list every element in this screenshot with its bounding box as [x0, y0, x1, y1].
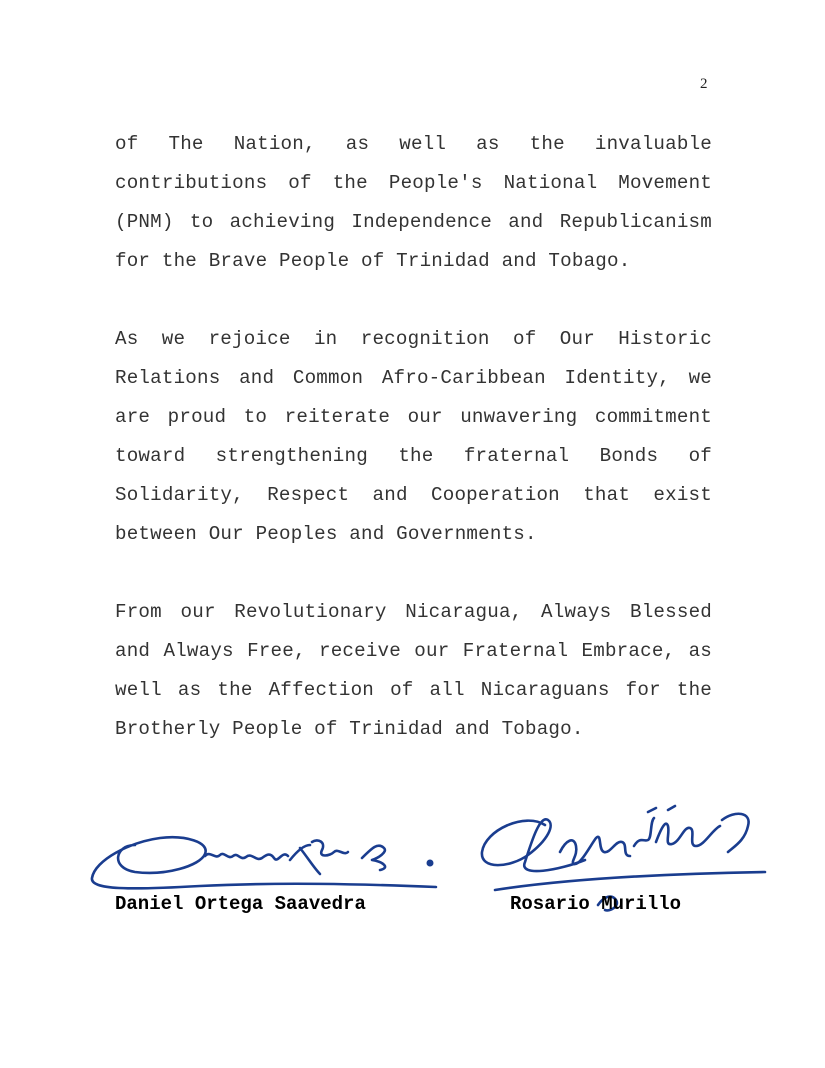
page-number: 2 — [700, 76, 708, 92]
signature-daniel-ortega — [92, 837, 436, 888]
paragraph-1: of The Nation, as well as the invaluable contributions of the People's National Movement (PNM) to achieving Independence and Republicanism for the Brave People of Trinidad and Tobago. — [115, 133, 712, 272]
signer-name-daniel-ortega: Daniel Ortega Saavedra — [115, 893, 366, 915]
paragraph-3: From our Revolutionary Nicaragua, Always Blessed and Always Free, receive our Fraternal Embrace, as well as the Affection of all Nicaraguans for the Brotherly People of Trinidad and Tobago. — [115, 601, 712, 740]
letter-body — [115, 125, 712, 749]
paragraph-2: As we rejoice in recognition of Our Historic Relations and Common Afro-Caribbean Identity, we are proud to reiterate our unwavering commitment toward strengthening the fraternal Bonds of Solidarity, Respect and Cooperation that exist between Our Peoples and Governments. — [115, 328, 712, 545]
signer-name-rosario-murillo: Rosario Murillo — [510, 893, 682, 915]
